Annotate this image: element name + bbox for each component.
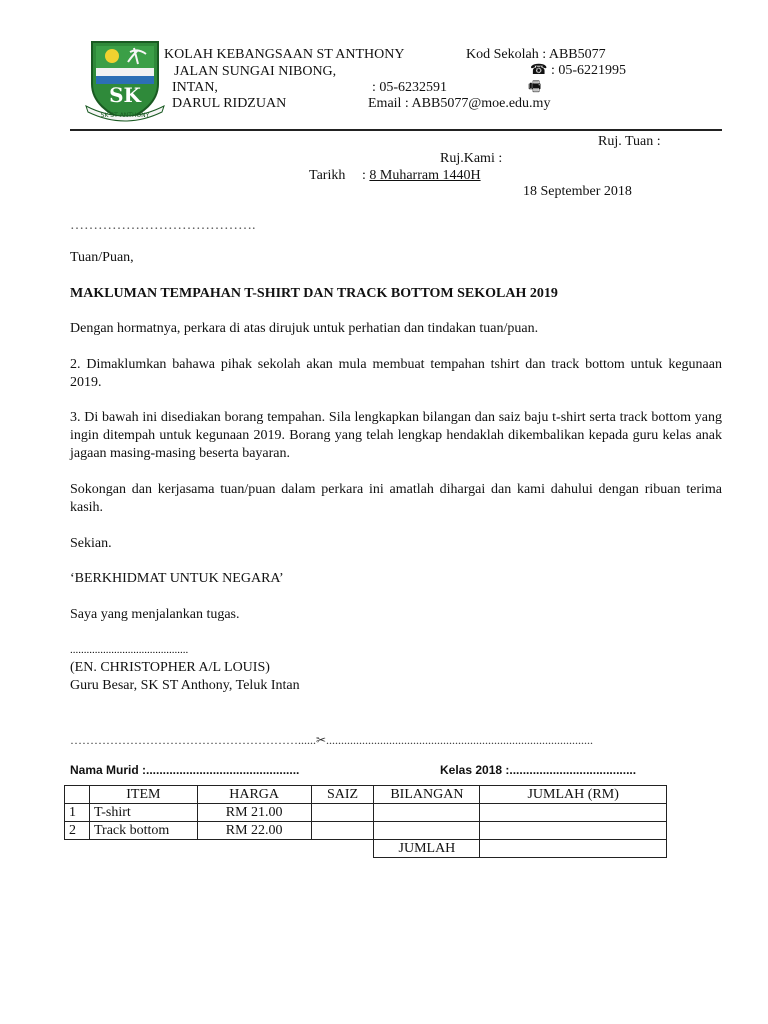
header-bilangan: BILANGAN xyxy=(374,786,480,804)
row-saiz-cell[interactable] xyxy=(311,804,374,822)
row-item: Track bottom xyxy=(89,822,197,840)
salutation: Tuan/Puan, xyxy=(70,250,134,265)
header-saiz: SAIZ xyxy=(311,786,374,804)
total-label: JUMLAH xyxy=(374,840,480,858)
address-line-2: INTAN, xyxy=(172,80,218,95)
table-header-row xyxy=(65,786,667,804)
kelas-field: Kelas 2018 :...................................... xyxy=(440,763,637,777)
total-value-cell[interactable] xyxy=(480,840,667,858)
ruj-kami: Ruj.Kami : xyxy=(440,151,503,166)
school-crest-logo xyxy=(82,36,168,122)
svg-text:SK ST ANTHONY: SK ST ANTHONY xyxy=(100,112,150,119)
school-name: KOLAH KEBANGSAAN ST ANTHONY xyxy=(164,47,405,62)
row-item: T-shirt xyxy=(89,804,197,822)
closing: Sekian. xyxy=(70,536,112,551)
paragraph-2: 2. Dimaklumkan bahawa pihak sekolah akan mula membuat tempahan tshirt dan track bottom untuk kegunaan 2019. xyxy=(70,357,722,390)
row-jumlah-cell[interactable] xyxy=(480,804,667,822)
svg-text:SK: SK xyxy=(109,83,141,107)
letter-title: MAKLUMAN TEMPAHAN T-SHIRT DAN TRACK BOTTOM SEKOLAH 2019 xyxy=(70,286,558,301)
phone-line: ☎ : 05-6221995 xyxy=(530,63,627,78)
tarikh-hijri: : 8 Muharram 1440H xyxy=(362,168,481,183)
table-row xyxy=(65,822,667,840)
row-saiz-cell[interactable] xyxy=(311,822,374,840)
signatory-name: (EN. CHRISTOPHER A/L LOUIS) xyxy=(70,660,270,675)
header-item: ITEM xyxy=(89,786,197,804)
paragraph-3: 3. Di bawah ini disediakan borang tempahan. Sila lengkapkan bilangan dan saiz baju t-shirt serta track bottom yang ingin ditempah untuk kegunaan 2019. Borang yang telah lengkap hendaklah dikembalikan kepada guru kelas anak jagaan masing-masing beserta bayaran. xyxy=(70,410,722,461)
recipient-dots: …………………………………. xyxy=(70,218,256,233)
header-jumlah-rm: JUMLAH (RM) xyxy=(480,786,667,804)
school-code: Kod Sekolah : ABB5077 xyxy=(466,47,606,62)
nama-murid-field: Nama Murid :.............................................. xyxy=(70,763,300,777)
paragraph-1: Dengan hormatnya, perkara di atas dirujuk untuk perhatian dan tindakan tuan/puan. xyxy=(70,321,539,336)
row-harga: RM 22.00 xyxy=(197,822,311,840)
fax-icon: 🖷 xyxy=(528,80,542,95)
telephone-icon: ☎ xyxy=(530,63,548,78)
row-number: 1 xyxy=(65,804,90,822)
signatory-title: Guru Besar, SK ST Anthony, Teluk Intan xyxy=(70,678,300,693)
paragraph-4: Sokongan dan kerjasama tuan/puan dalam perkara ini amatlah dihargai dan kami dahului dengan ribuan terima kasih. xyxy=(70,482,722,515)
address-line-1: JALAN SUNGAI NIBONG, xyxy=(174,64,337,79)
row-bilangan-cell[interactable] xyxy=(374,822,480,840)
row-bilangan-cell[interactable] xyxy=(374,804,480,822)
order-table xyxy=(64,785,667,858)
tarikh-label: Tarikh xyxy=(309,168,346,183)
fax-line: : 05-6232591 xyxy=(372,80,448,95)
signature-dots: ........................................... xyxy=(70,644,189,656)
header-no xyxy=(65,786,90,804)
row-number: 2 xyxy=(65,822,90,840)
email-line: Email : ABB5077@moe.edu.my xyxy=(368,96,551,111)
tarikh-masihi: 18 September 2018 xyxy=(523,184,632,199)
motto: ‘BERKHIDMAT UNTUK NEGARA’ xyxy=(70,571,284,586)
row-harga: RM 21.00 xyxy=(197,804,311,822)
address-line-3: DARUL RIDZUAN xyxy=(172,96,287,111)
table-total-row xyxy=(65,840,667,858)
header-divider xyxy=(70,129,722,131)
ruj-tuan: Ruj. Tuan : xyxy=(598,134,661,149)
header-harga: HARGA xyxy=(197,786,311,804)
row-jumlah-cell[interactable] xyxy=(480,822,667,840)
cut-line: …………………………………………………......✂......................................................................................... xyxy=(70,733,594,747)
closing-2: Saya yang menjalankan tugas. xyxy=(70,607,240,622)
table-row xyxy=(65,804,667,822)
